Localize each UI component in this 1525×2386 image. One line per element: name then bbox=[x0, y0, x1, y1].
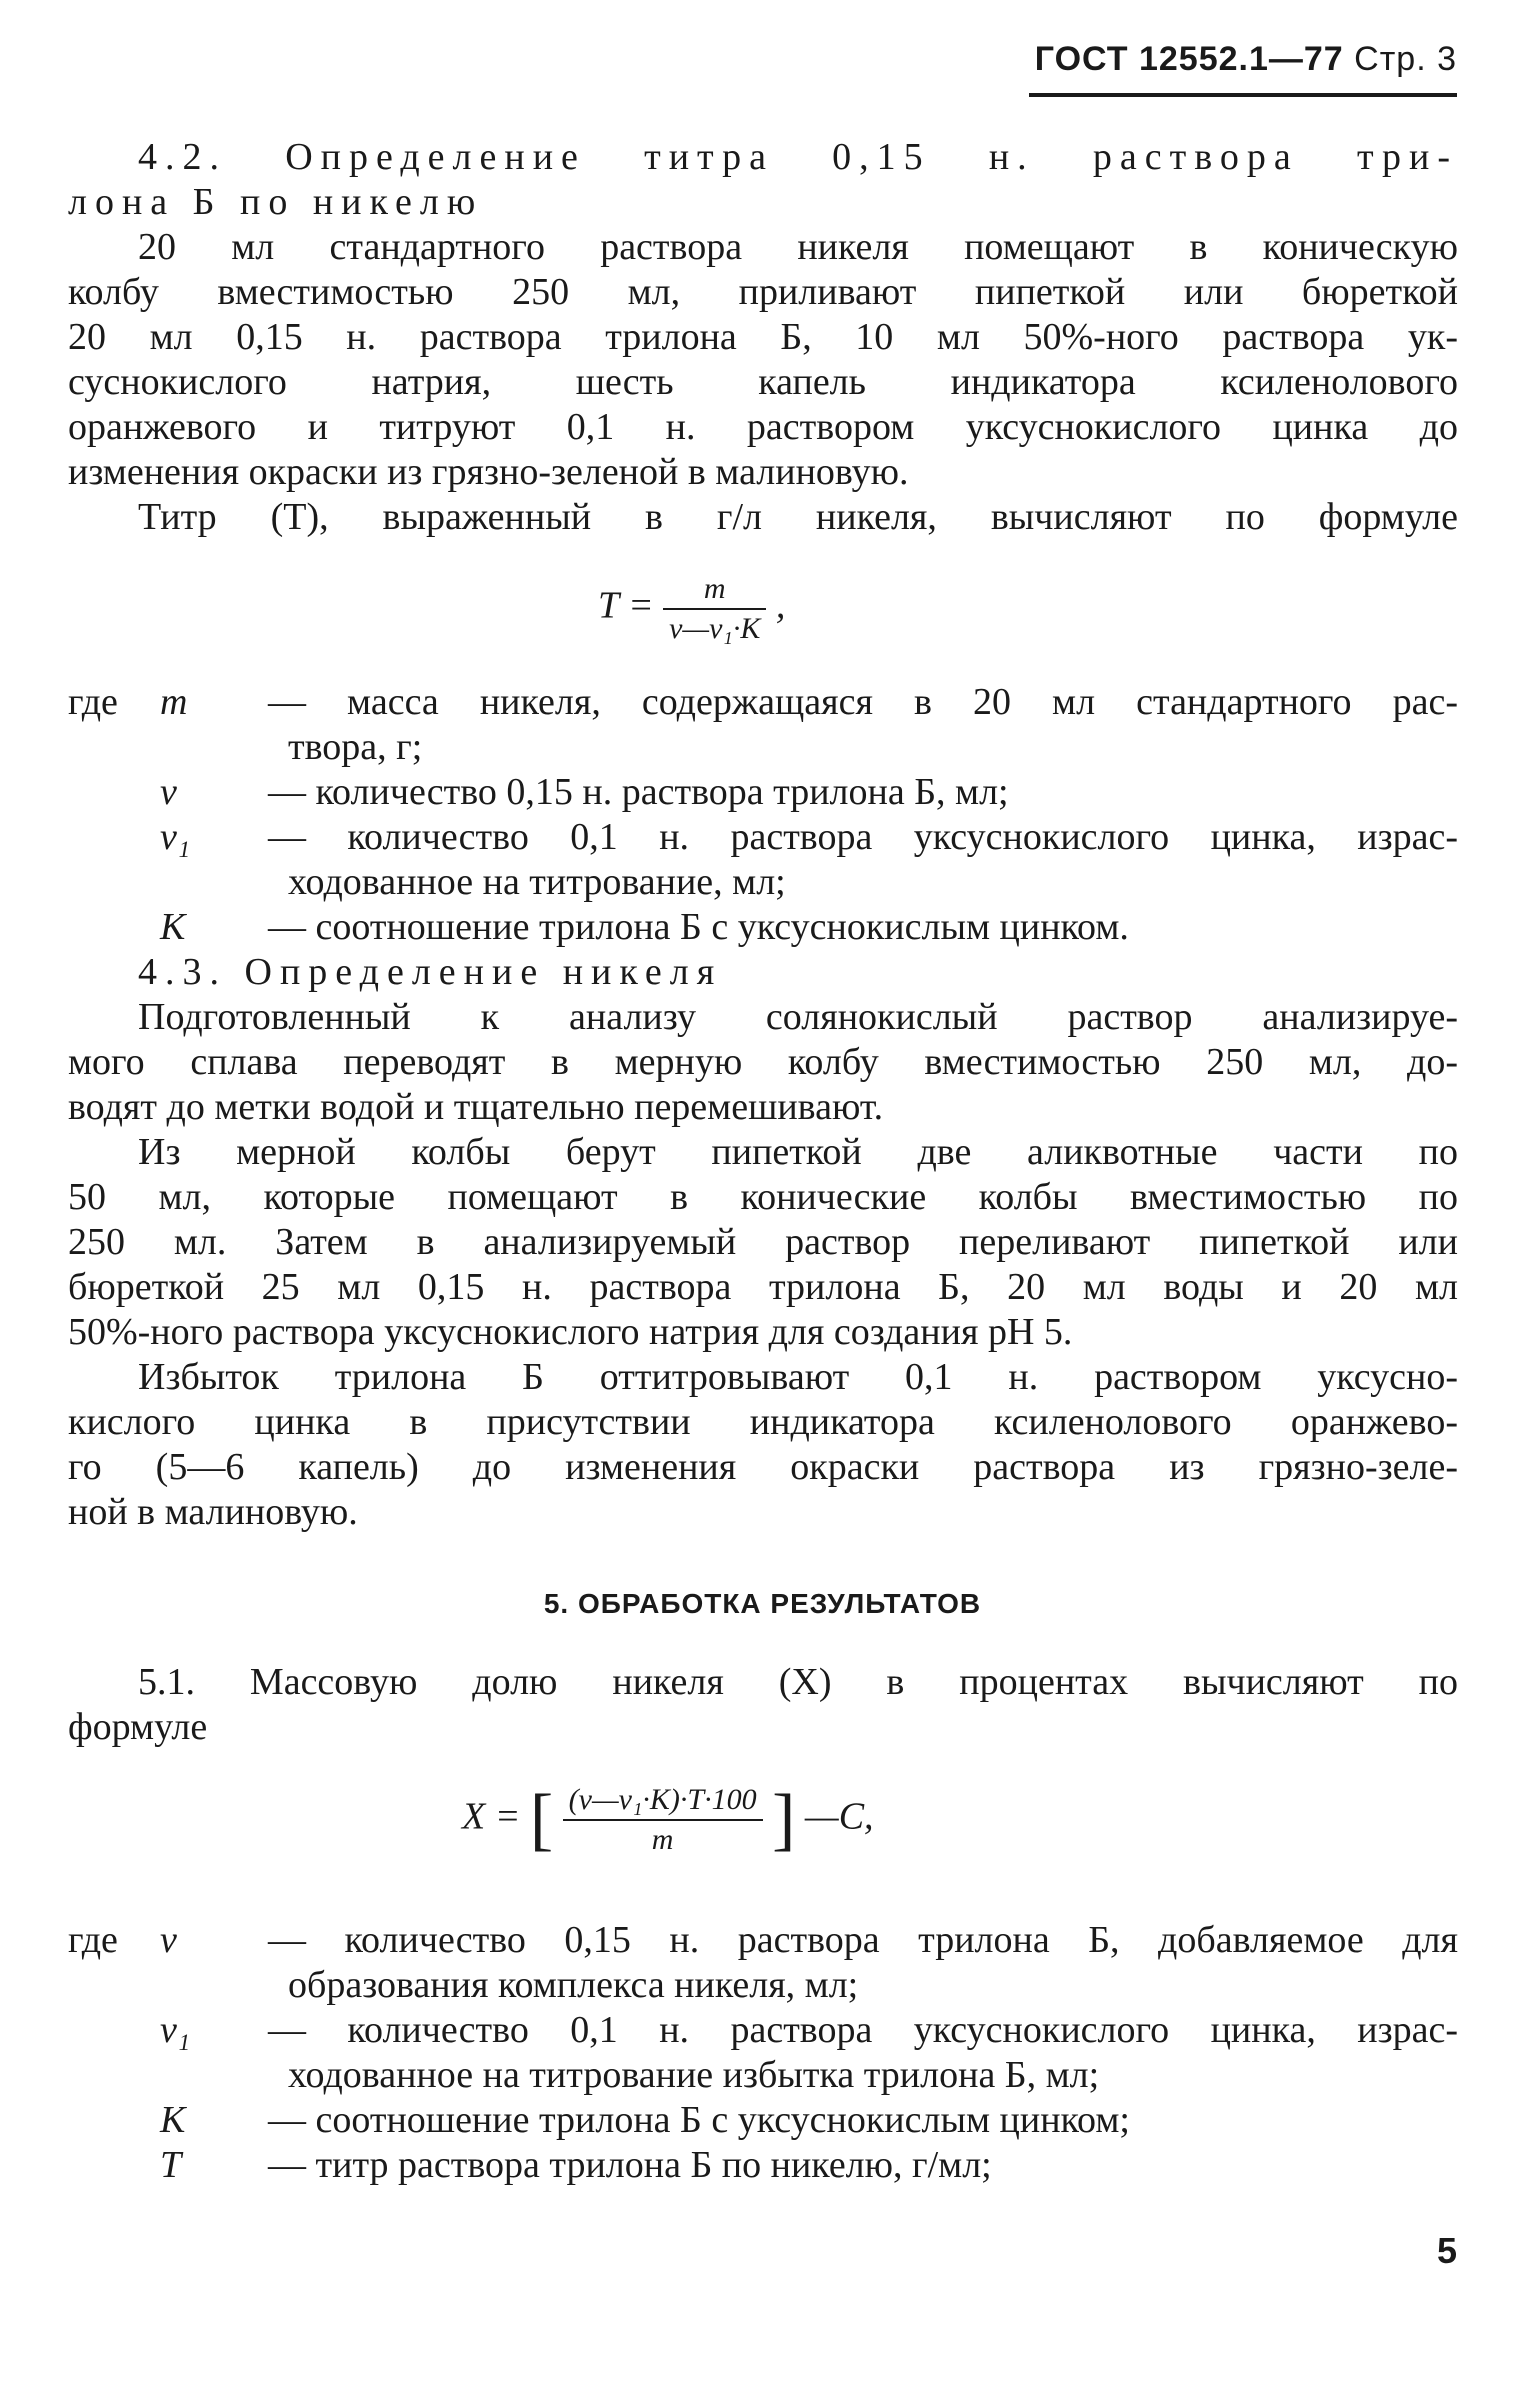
formula-tail: , bbox=[775, 584, 786, 627]
definition-item bbox=[68, 905, 1458, 950]
titr-line: Титр (T), выраженный в г/л никеля, вычисляют по формуле bbox=[138, 496, 1458, 538]
para-line: Из мерной колбы берут пипеткой две аликвотные части по bbox=[138, 1131, 1458, 1173]
para-line: 250 мл. Затем в анализируемый раствор переливают пипеткой или bbox=[68, 1221, 1458, 1263]
section-5-heading: 5. ОБРАБОТКА РЕЗУЛЬТАТОВ bbox=[543, 1588, 982, 1619]
para-line: кислого цинка в присутствии индикатора ксиленолового оранжево- bbox=[68, 1401, 1458, 1443]
formula-lhs: X = bbox=[462, 1795, 521, 1838]
para-line: водят до метки водой и тщательно перемешивают. bbox=[68, 1086, 884, 1128]
definition-symbol: m bbox=[160, 681, 188, 723]
section-number: 4.2. bbox=[138, 136, 227, 178]
where-word: где bbox=[68, 681, 118, 723]
definition-line: — количество 0,15 н. раствора трилона Б, добавляемое для bbox=[268, 1919, 1458, 1961]
definition-line: — масса никеля, содержащаяся в 20 мл стандартного рас- bbox=[268, 681, 1458, 723]
definitions-4-2 bbox=[68, 680, 1458, 950]
gost-number: ГОСТ 12552.1—77 bbox=[1034, 40, 1344, 78]
definition-text bbox=[268, 680, 1458, 770]
formula-titr bbox=[598, 572, 785, 646]
para-line: го (5—6 капель) до изменения окраски раствора из грязно-зеле- bbox=[68, 1446, 1458, 1488]
definition-item bbox=[68, 815, 1458, 905]
formula-denominator: v—v₁·K bbox=[663, 608, 766, 646]
para-line: бюреткой 25 мл 0,15 н. раствора трилона Б, 20 мл воды и 20 мл bbox=[68, 1266, 1458, 1308]
definition-symbol: K bbox=[160, 2099, 186, 2141]
section-title: Определение никеля bbox=[244, 951, 723, 993]
definition-line: ходованное на титрование, мл; bbox=[288, 861, 786, 903]
page-number: 5 bbox=[1436, 2230, 1457, 2271]
formula-numerator: m bbox=[703, 572, 726, 605]
formula-fraction bbox=[663, 572, 766, 646]
para-line: Подготовленный к анализу солянокислый раствор анализируе- bbox=[138, 996, 1458, 1038]
definition-text bbox=[268, 815, 1458, 905]
definition-line: — количество 0,1 н. раствора уксуснокислого цинка, израс- bbox=[268, 816, 1458, 858]
para-line: изменения окраски из грязно-зеленой в малиновую. bbox=[68, 451, 909, 493]
definition-symbol: v₁ bbox=[160, 2009, 191, 2051]
para-line: ной в малиновую. bbox=[68, 1491, 358, 1533]
para-line: 20 мл 0,15 н. раствора трилона Б, 10 мл 50%-ного раствора ук- bbox=[68, 316, 1458, 358]
section-number: 4.3. bbox=[138, 951, 227, 993]
definition-text: — соотношение трилона Б с уксуснокислым цинком. bbox=[268, 906, 1129, 948]
para-line: 50 мл, которые помещают в конические колбы вместимостью по bbox=[68, 1176, 1458, 1218]
section-4-3-title bbox=[68, 950, 1458, 995]
definition-line: образования комплекса никеля, мл; bbox=[288, 1964, 859, 2006]
formula-lhs: T = bbox=[598, 584, 654, 627]
section-5-1 bbox=[68, 1660, 1458, 1750]
formula-numerator: (v—v₁·K)·T·100 bbox=[568, 1783, 757, 1816]
header-rule bbox=[1029, 93, 1457, 97]
definition-item bbox=[68, 2008, 1458, 2098]
definition-text: — соотношение трилона Б с уксуснокислым цинком; bbox=[268, 2099, 1130, 2141]
section-4-3 bbox=[68, 950, 1458, 1535]
page-header bbox=[1035, 40, 1457, 79]
para-line: оранжевого и титруют 0,1 н. раствором уксуснокислого цинка до bbox=[68, 406, 1458, 448]
definition-item bbox=[68, 680, 1458, 770]
section-4-2 bbox=[68, 135, 1458, 540]
formula-fraction bbox=[563, 1783, 763, 1857]
header-page: Стр. 3 bbox=[1354, 40, 1457, 78]
definition-item bbox=[68, 770, 1458, 815]
para-line: 50%-ного раствора уксуснокислого натрия для создания рН 5. bbox=[68, 1311, 1073, 1353]
definition-text bbox=[268, 2008, 1458, 2098]
definition-text: — количество 0,15 н. раствора трилона Б, мл; bbox=[268, 771, 1009, 813]
definition-line: — количество 0,1 н. раствора уксуснокислого цинка, израс- bbox=[268, 2009, 1458, 2051]
definitions-5 bbox=[68, 1918, 1458, 2188]
section-4-2-title-cont: лона Б по никелю bbox=[68, 181, 484, 223]
section-4-2-title bbox=[68, 135, 1458, 180]
definition-symbol: K bbox=[160, 906, 186, 948]
formula-denominator: m bbox=[563, 1819, 763, 1857]
definition-item bbox=[68, 2143, 1458, 2188]
section-title: Определение титра 0,15 н. раствора три- bbox=[285, 136, 1458, 178]
para-line: колбу вместимостью 250 мл, приливают пипеткой или бюреткой bbox=[68, 271, 1458, 313]
definition-line: твора, г; bbox=[288, 726, 423, 768]
right-bracket: ] bbox=[772, 1781, 796, 1858]
definition-symbol: v bbox=[160, 1919, 177, 1961]
definition-item bbox=[68, 2098, 1458, 2143]
para-line: 20 мл стандартного раствора никеля помещают в коническую bbox=[138, 226, 1458, 268]
left-bracket: [ bbox=[529, 1781, 554, 1858]
where-word: где bbox=[68, 1919, 118, 1961]
definition-text: — титр раствора трилона Б по никелю, г/мл; bbox=[268, 2144, 992, 2186]
para-line: мого сплава переводят в мерную колбу вместимостью 250 мл, до- bbox=[68, 1041, 1458, 1083]
definition-symbol: v bbox=[160, 771, 177, 813]
formula-mass-fraction bbox=[462, 1780, 874, 1860]
formula-tail: —C, bbox=[804, 1795, 874, 1838]
para-line: 5.1. Массовую долю никеля (X) в процентах вычисляют по bbox=[138, 1661, 1458, 1703]
definition-text bbox=[268, 1918, 1458, 2008]
para-line: суснокислого натрия, шесть капель индикатора ксиленолового bbox=[68, 361, 1458, 403]
definition-item bbox=[68, 1918, 1458, 2008]
para-line: формуле bbox=[68, 1706, 208, 1748]
definition-line: ходованное на титрование избытка трилона Б, мл; bbox=[288, 2054, 1100, 2096]
para-line: Избыток трилона Б оттитровывают 0,1 н. раствором уксусно- bbox=[138, 1356, 1458, 1398]
definition-symbol: v₁ bbox=[160, 816, 191, 858]
definition-symbol: T bbox=[160, 2144, 182, 2186]
